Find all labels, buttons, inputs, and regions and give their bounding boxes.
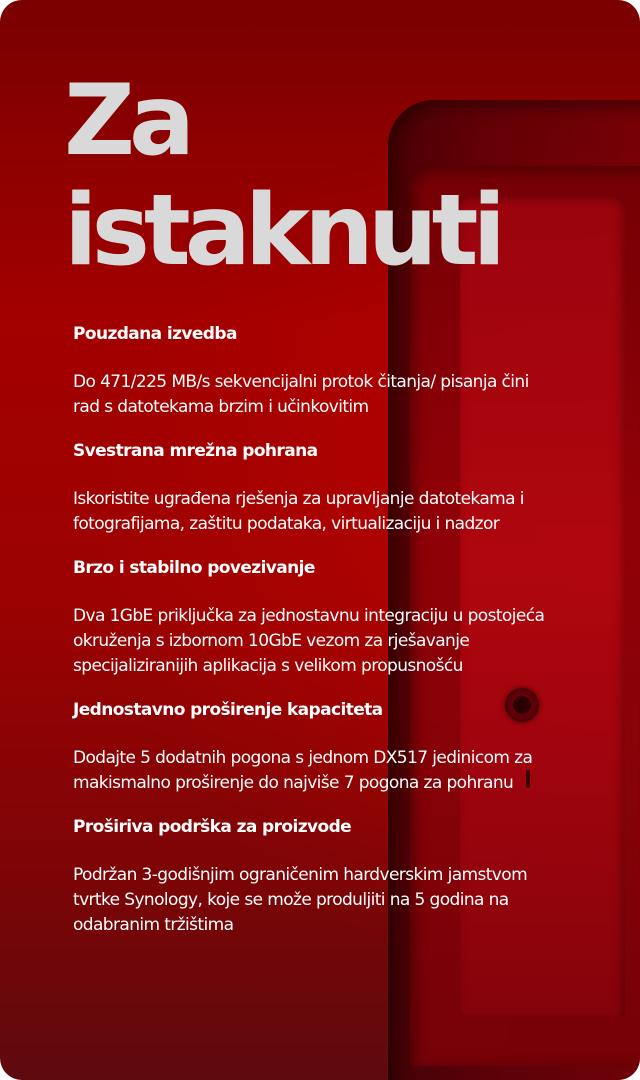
- feature-item: [73, 554, 553, 679]
- feature-text: Do 471/225 MB/s sekvencijalni protok čitanja/ pisanja čini rad s datotekama brzim i učinkovitim: [73, 372, 529, 417]
- feature-text: Iskoristite ugrađena rješenja za upravljanje datotekama i fotografijama, zaštitu podataka, virtualizaciju i nadzor: [73, 489, 524, 534]
- feature-item: [73, 813, 553, 938]
- feature-heading: Brzo i stabilno povezivanje: [73, 558, 315, 578]
- feature-list: [73, 320, 553, 955]
- title-line: istaknuti: [64, 174, 501, 288]
- page-title: [64, 66, 624, 286]
- feature-heading: Svestrana mrežna pohrana: [73, 441, 318, 461]
- title-line: Za: [64, 64, 190, 178]
- feature-text: Dodajte 5 dodatnih pogona s jednom DX517 jedinicom za makismalno proširenje do najviše 7 pogona za pohranu: [73, 748, 533, 793]
- feature-text: Podržan 3-godišnjim ograničenim hardverskim jamstvom tvrtke Synology, koje se može produljiti na 5 godina na odabranim tržištima: [73, 865, 528, 935]
- feature-item: [73, 320, 553, 420]
- feature-item: [73, 696, 553, 796]
- feature-heading: Proširiva podrška za proizvode: [73, 817, 352, 837]
- feature-item: [73, 437, 553, 537]
- feature-text: Dva 1GbE priključka za jednostavnu integraciju u postojeća okruženja s izbornom 10GbE vezom za rješavanje specijaliziranijih aplikacija s velikom propusnošću: [73, 606, 545, 676]
- feature-heading: Jednostavno proširenje kapaciteta: [73, 700, 383, 720]
- feature-heading: Pouzdana izvedba: [73, 324, 237, 344]
